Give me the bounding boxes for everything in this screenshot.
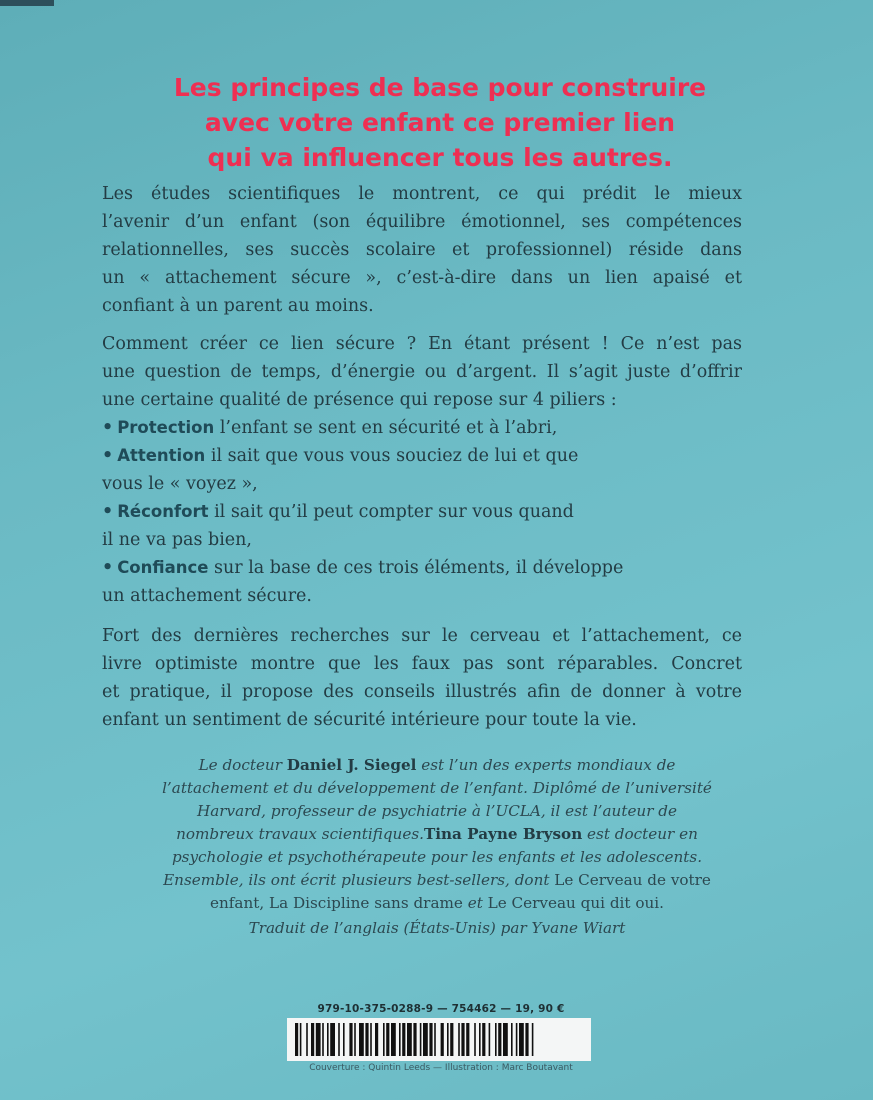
translator-credit: Traduit de l’anglais (États-Unis) par Yvane Wiart [248, 919, 626, 937]
pillar-text: il sait que vous vous souciez de lui et que [205, 446, 579, 466]
text-line: et pratique, il propose des conseils illustrés afin de donner à votre [102, 682, 742, 702]
barcode-bar [429, 1023, 432, 1056]
barcode-bar [495, 1023, 497, 1056]
bio-line: psychologie et psychothérapeute pour les enfants et les adolescents. [171, 848, 703, 866]
corner-strip [0, 0, 54, 6]
pillar-text: sur la base de ces trois éléments, il développe [208, 558, 624, 578]
barcode-bar [316, 1023, 321, 1056]
bio-text: est docteur en [582, 825, 698, 843]
bio-text: est l’un des experts mondiaux de [416, 756, 676, 774]
book-title: Le Cerveau qui dit oui [487, 894, 660, 912]
bullet-icon: • [102, 418, 114, 438]
barcode-bar [447, 1023, 449, 1056]
headline-line: avec votre enfant ce premier lien [204, 108, 676, 137]
text-line: une certaine qualité de présence qui repose sur 4 piliers : [102, 390, 617, 410]
barcode-bar [489, 1023, 491, 1056]
author-bio [130, 754, 744, 915]
barcode-bar [295, 1023, 298, 1056]
pillar-attention [102, 442, 742, 470]
barcode-bar [420, 1023, 422, 1056]
barcode-bar [338, 1023, 340, 1056]
barcode-bar [383, 1023, 385, 1056]
book-title: enfant, La Discipline sans drame [210, 894, 463, 912]
paragraph-pillars [102, 330, 742, 610]
pillar-text-cont: il ne va pas bien, [102, 530, 252, 550]
barcode-bar [525, 1023, 528, 1056]
barcode-bar [479, 1023, 481, 1056]
bio-line: l’attachement et du développement de l’enfant. Diplômé de l’université [162, 779, 712, 797]
pillar-text: il sait qu’il peut compter sur vous quand [208, 502, 574, 522]
pillar-keyword: Réconfort [117, 502, 209, 521]
barcode-bar [327, 1023, 329, 1056]
text-line: enfant un sentiment de sécurité intérieure pour toute la vie. [102, 710, 637, 730]
pillar-keyword: Protection [117, 418, 215, 437]
barcode-bar [503, 1023, 508, 1056]
text-line: livre optimiste montre que les faux pas sont réparables. Concret [102, 654, 742, 674]
bio-text: . [659, 894, 664, 912]
barcode [287, 1018, 591, 1061]
text-line: Fort des dernières recherches sur le cerveau et l’attachement, ce [102, 626, 742, 646]
barcode-bar [402, 1023, 405, 1056]
barcode-bar [516, 1023, 518, 1056]
bio-line [130, 754, 744, 777]
text-line: l’avenir d’un enfant (son équilibre émotionnel, ses compétences [102, 212, 742, 232]
pillar-confiance [102, 554, 742, 582]
barcode-bar [466, 1023, 469, 1056]
barcode-bar [532, 1023, 534, 1056]
barcode-bar [386, 1023, 389, 1056]
bullet-icon: • [102, 446, 114, 466]
barcode-bar [413, 1023, 416, 1056]
text-line: relationnelles, ses succès scolaire et professionnel) réside dans [102, 240, 742, 260]
barcode-bar [450, 1023, 453, 1056]
bullet-icon: • [102, 502, 114, 522]
barcode-bar [458, 1023, 460, 1056]
barcode-bar [354, 1023, 356, 1056]
headline-line: Les principes de base pour construire [173, 73, 707, 102]
pillar-text: l’enfant se sent en sécurité et à l’abri, [214, 418, 558, 438]
barcode-bar [391, 1023, 396, 1056]
pillar-text-cont: un attachement sécure. [102, 586, 312, 606]
text-line: Les études scientifiques le montrent, ce qui prédit le mieux [102, 184, 742, 204]
barcode-bar [370, 1023, 372, 1056]
bio-text: Ensemble, ils ont écrit plusieurs best-sellers, dont [163, 871, 555, 889]
text-line: Comment créer ce lien sécure ? En étant présent ! Ce n’est pas [102, 334, 742, 354]
bio-line [130, 823, 744, 846]
pillar-keyword: Confiance [117, 558, 209, 577]
barcode-icon [295, 1023, 583, 1056]
bio-line [130, 892, 744, 915]
barcode-bar [407, 1023, 412, 1056]
barcode-bar [519, 1023, 524, 1056]
barcode-bar [511, 1023, 513, 1056]
bio-text: et [462, 894, 488, 912]
paragraph-intro [102, 180, 742, 320]
isbn-price: 979-10-375-0288-9 — 754462 — 19, 90 € [317, 1003, 565, 1015]
barcode-bar [343, 1023, 345, 1056]
text-line: confiant à un parent au moins. [102, 296, 374, 316]
pillar-protection [102, 414, 742, 442]
bio-text: nombreux travaux scientifiques. [176, 825, 424, 843]
barcode-bar [399, 1023, 401, 1056]
headline [70, 70, 810, 175]
barcode-bar [311, 1023, 314, 1056]
pillar-reconfort [102, 498, 742, 526]
cover-credits: Couverture : Quintin Leeds — Illustration : Marc Boutavant [309, 1063, 573, 1073]
barcode-bar [365, 1023, 368, 1056]
barcode-bar [434, 1023, 436, 1056]
barcode-bar [349, 1023, 352, 1056]
pillar-keyword: Attention [117, 446, 206, 465]
bio-line [130, 869, 744, 892]
barcode-bar [498, 1023, 501, 1056]
paragraph-book [102, 622, 742, 734]
barcode-bar [423, 1023, 428, 1056]
author-name: Daniel J. Siegel [286, 756, 417, 774]
bio-line: Harvard, professeur de psychiatrie à l’UCLA, il est l’auteur de [196, 802, 678, 820]
barcode-bar [359, 1023, 364, 1056]
headline-line: qui va influencer tous les autres. [207, 143, 673, 172]
barcode-bar [375, 1023, 378, 1056]
barcode-bar [474, 1023, 476, 1056]
bio-text: Le docteur [198, 756, 287, 774]
barcode-bar [482, 1023, 485, 1056]
text-line: une question de temps, d’énergie ou d’argent. Il s’agit juste d’offrir [102, 362, 742, 382]
barcode-bar [330, 1023, 335, 1056]
barcode-bar [306, 1023, 308, 1056]
barcode-bar [300, 1023, 302, 1056]
barcode-bar [441, 1023, 444, 1056]
bullet-icon: • [102, 558, 114, 578]
barcode-bar [461, 1023, 464, 1056]
barcode-bar [322, 1023, 324, 1056]
author-name: Tina Payne Bryson [423, 825, 583, 843]
text-line: un « attachement sécure », c’est-à-dire dans un lien apaisé et [102, 268, 742, 288]
book-title: Le Cerveau de votre [554, 871, 711, 889]
pillar-text-cont: vous le « voyez », [102, 474, 258, 494]
